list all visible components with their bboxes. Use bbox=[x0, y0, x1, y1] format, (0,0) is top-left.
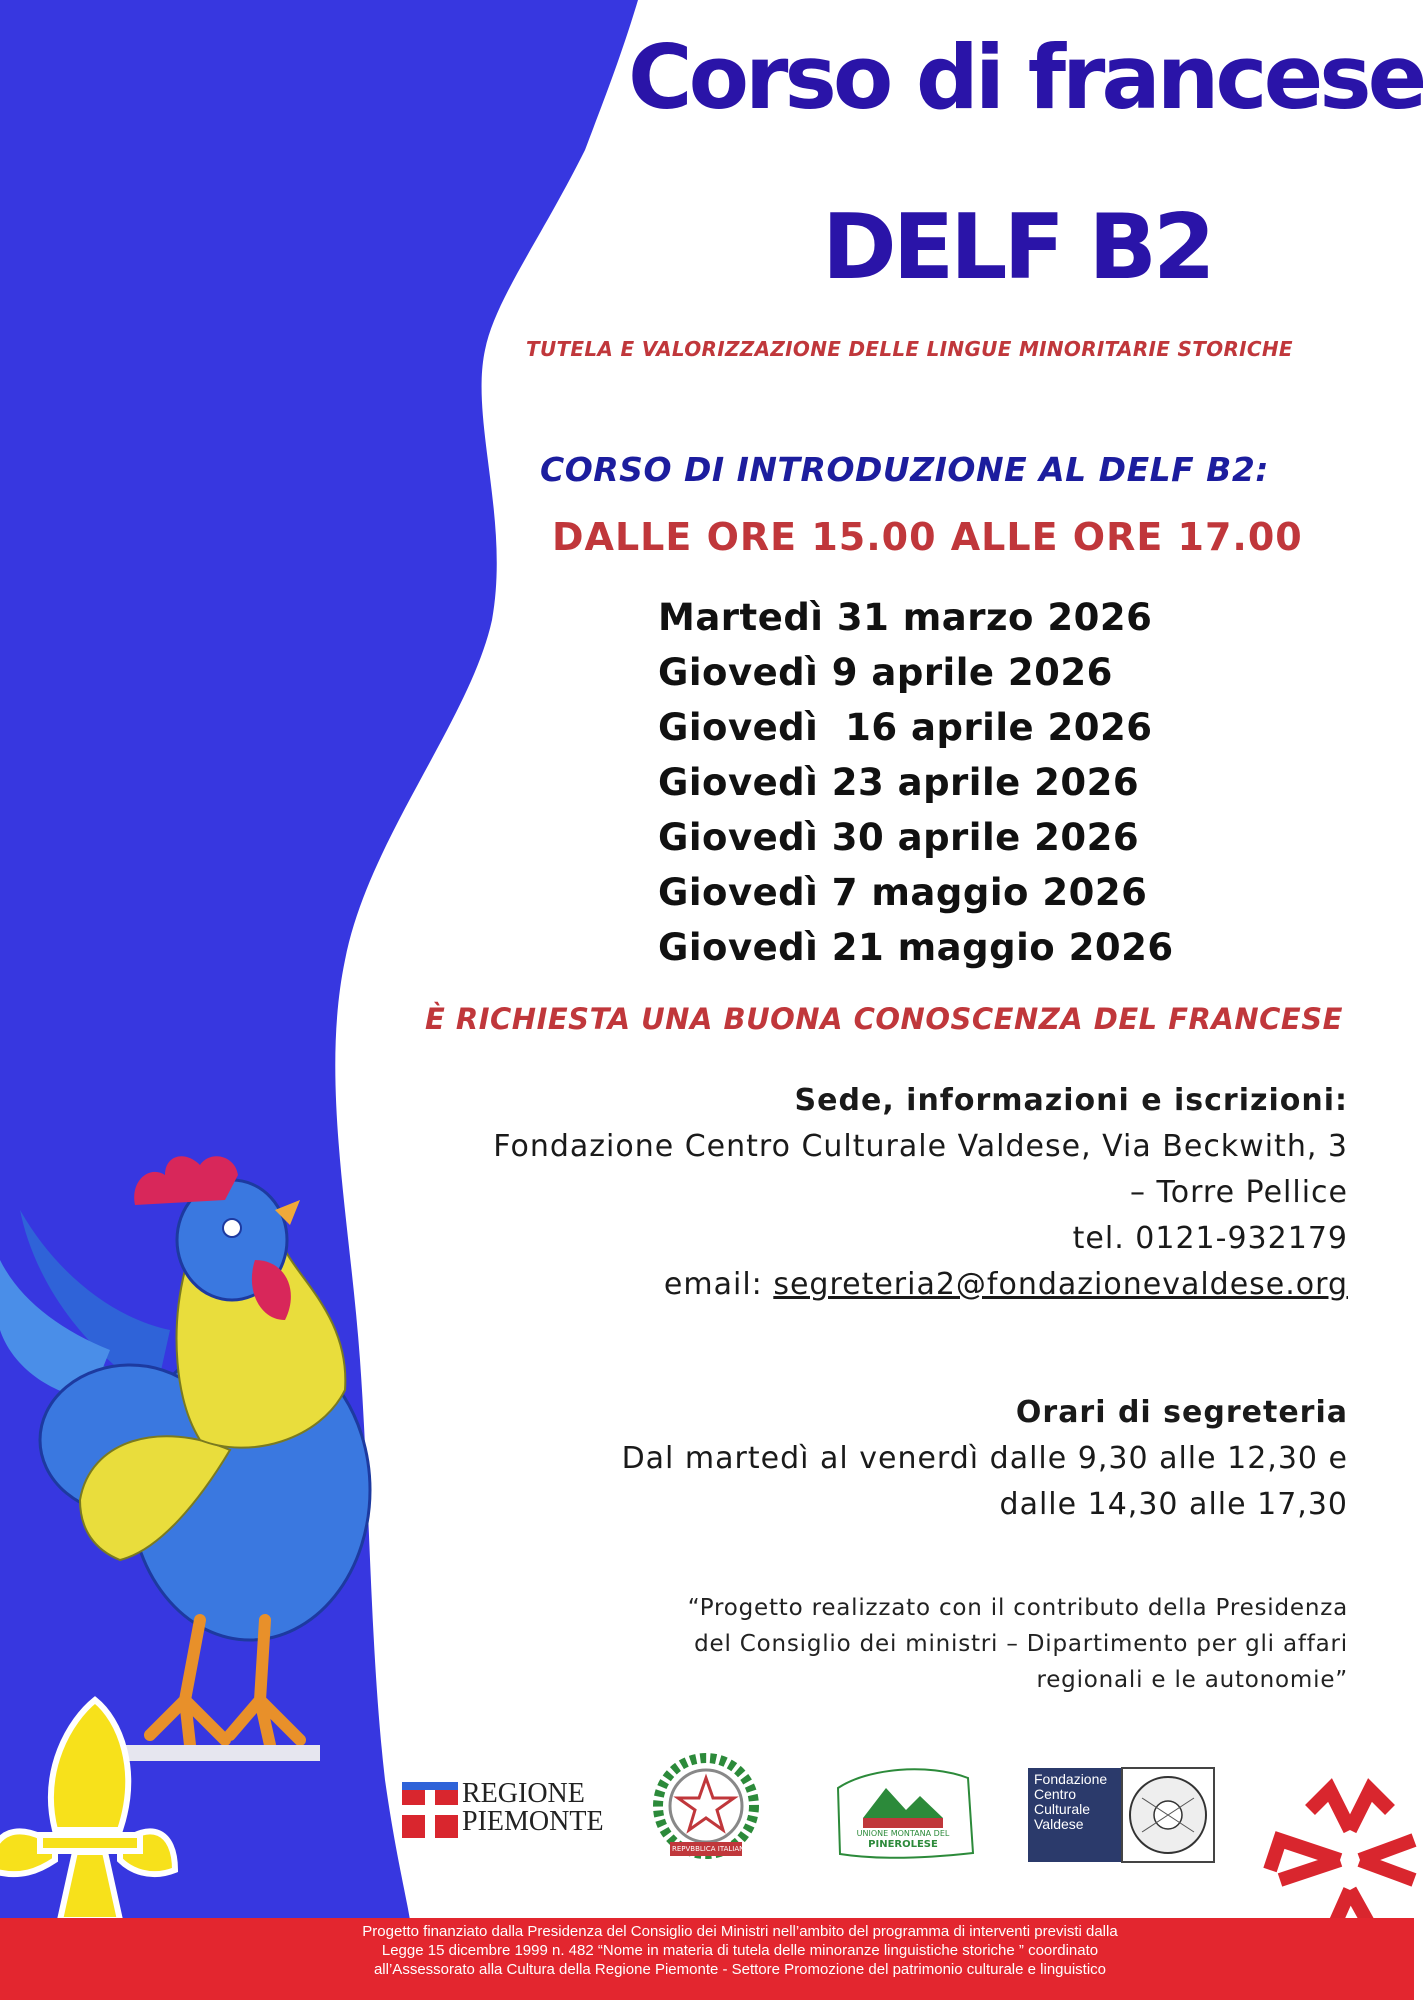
footer-line-1: Progetto finanziato dalla Presidenza del Consiglio dei Ministri nell’ambito del programma di interventi previsti dalla bbox=[362, 1923, 1118, 1940]
logo-regione-piemonte bbox=[402, 1778, 604, 1840]
office-hours-line-2: dalle 14,30 alle 17,30 bbox=[999, 1487, 1348, 1522]
date-list bbox=[658, 590, 1218, 975]
project-note-line-1: “Progetto realizzato con il contributo della Presidenza bbox=[687, 1595, 1348, 1621]
office-hours-line-1: Dal martedì al venerdì dalle 9,30 alle 12,30 e bbox=[621, 1441, 1348, 1476]
date-item: Giovedì 30 aprile 2026 bbox=[658, 816, 1140, 859]
course-hours: DALLE ORE 15.00 ALLE ORE 17.00 bbox=[552, 515, 1303, 559]
tagline: TUTELA E VALORIZZAZIONE DELLE LINGUE MINORITARIE STORICHE bbox=[526, 337, 1293, 361]
date-item: Martedì 31 marzo 2026 bbox=[658, 596, 1153, 639]
contact-heading: Sede, informazioni e iscrizioni: bbox=[794, 1083, 1348, 1118]
date-item: Giovedì 9 aprile 2026 bbox=[658, 651, 1113, 694]
date-item: Giovedì 21 maggio 2026 bbox=[658, 926, 1174, 969]
footer-line-3: all’Assessorato alla Cultura della Regione Piemonte - Settore Promozione del patrimonio culturale e linguistico bbox=[373, 1961, 1107, 1978]
date-item: Giovedì 16 aprile 2026 bbox=[658, 706, 1153, 749]
page-subtitle: DELF B2 bbox=[822, 195, 1212, 300]
logo-fondazione-valdese bbox=[1028, 1768, 1214, 1862]
email-link[interactable]: segreteria2@fondazionevaldese.org bbox=[773, 1267, 1348, 1302]
logo-unione-montana bbox=[828, 1758, 978, 1862]
footer-line-2: Legge 15 dicembre 1999 n. 482 “Nome in materia di tutela delle minoranze linguistiche storiche ” coordinato bbox=[381, 1942, 1099, 1959]
piemonte-shield-icon bbox=[402, 1782, 458, 1838]
date-item: Giovedì 7 maggio 2026 bbox=[658, 871, 1148, 914]
repubblica-text: REPVBBLICA ITALIANA bbox=[672, 1845, 750, 1853]
blue-wave-panel bbox=[0, 0, 638, 1920]
occitan-cross-icon bbox=[1270, 1790, 1414, 1935]
fondazione-line-2: Centro bbox=[1034, 1786, 1077, 1802]
address-line-1: Fondazione Centro Culturale Valdese, Via Beckwith, 3 bbox=[493, 1129, 1348, 1164]
logo-repubblica-italiana bbox=[650, 1750, 762, 1862]
email-label: email: bbox=[663, 1267, 763, 1302]
footer-text bbox=[300, 1922, 1180, 1979]
email-row bbox=[493, 1262, 1348, 1308]
project-note bbox=[688, 1590, 1348, 1698]
page-title: Corso di francese bbox=[628, 26, 1423, 129]
date-item: Giovedì 23 aprile 2026 bbox=[658, 761, 1140, 804]
fondazione-line-1: Fondazione bbox=[1034, 1771, 1108, 1787]
piemonte-text: PIEMONTE bbox=[462, 1806, 604, 1837]
project-note-line-2: del Consiglio dei ministri – Dipartimento per gli affari bbox=[694, 1631, 1348, 1657]
requirement-note: È RICHIESTA UNA BUONA CONOSCENZA DEL FRANCESE bbox=[425, 1002, 1343, 1036]
fondazione-line-4: Valdese bbox=[1034, 1816, 1084, 1832]
fondazione-line-3: Culturale bbox=[1034, 1801, 1091, 1817]
phone-number: tel. 0121-932179 bbox=[1072, 1221, 1348, 1256]
course-heading: CORSO DI INTRODUZIONE AL DELF B2: bbox=[540, 450, 1269, 489]
regione-text: REGIONE bbox=[462, 1778, 585, 1809]
address-line-2: – Torre Pellice bbox=[1129, 1175, 1348, 1210]
contact-block bbox=[493, 1078, 1348, 1308]
unione-line-2: PINEROLESE bbox=[868, 1839, 938, 1850]
project-note-line-3: regionali e le autonomie” bbox=[1036, 1667, 1348, 1693]
valdese-emblem-icon bbox=[1122, 1768, 1214, 1862]
office-hours-heading: Orari di segreteria bbox=[1015, 1395, 1348, 1430]
unione-line-1: UNIONE MONTANA DEL bbox=[856, 1829, 950, 1838]
office-hours-block bbox=[622, 1390, 1348, 1528]
